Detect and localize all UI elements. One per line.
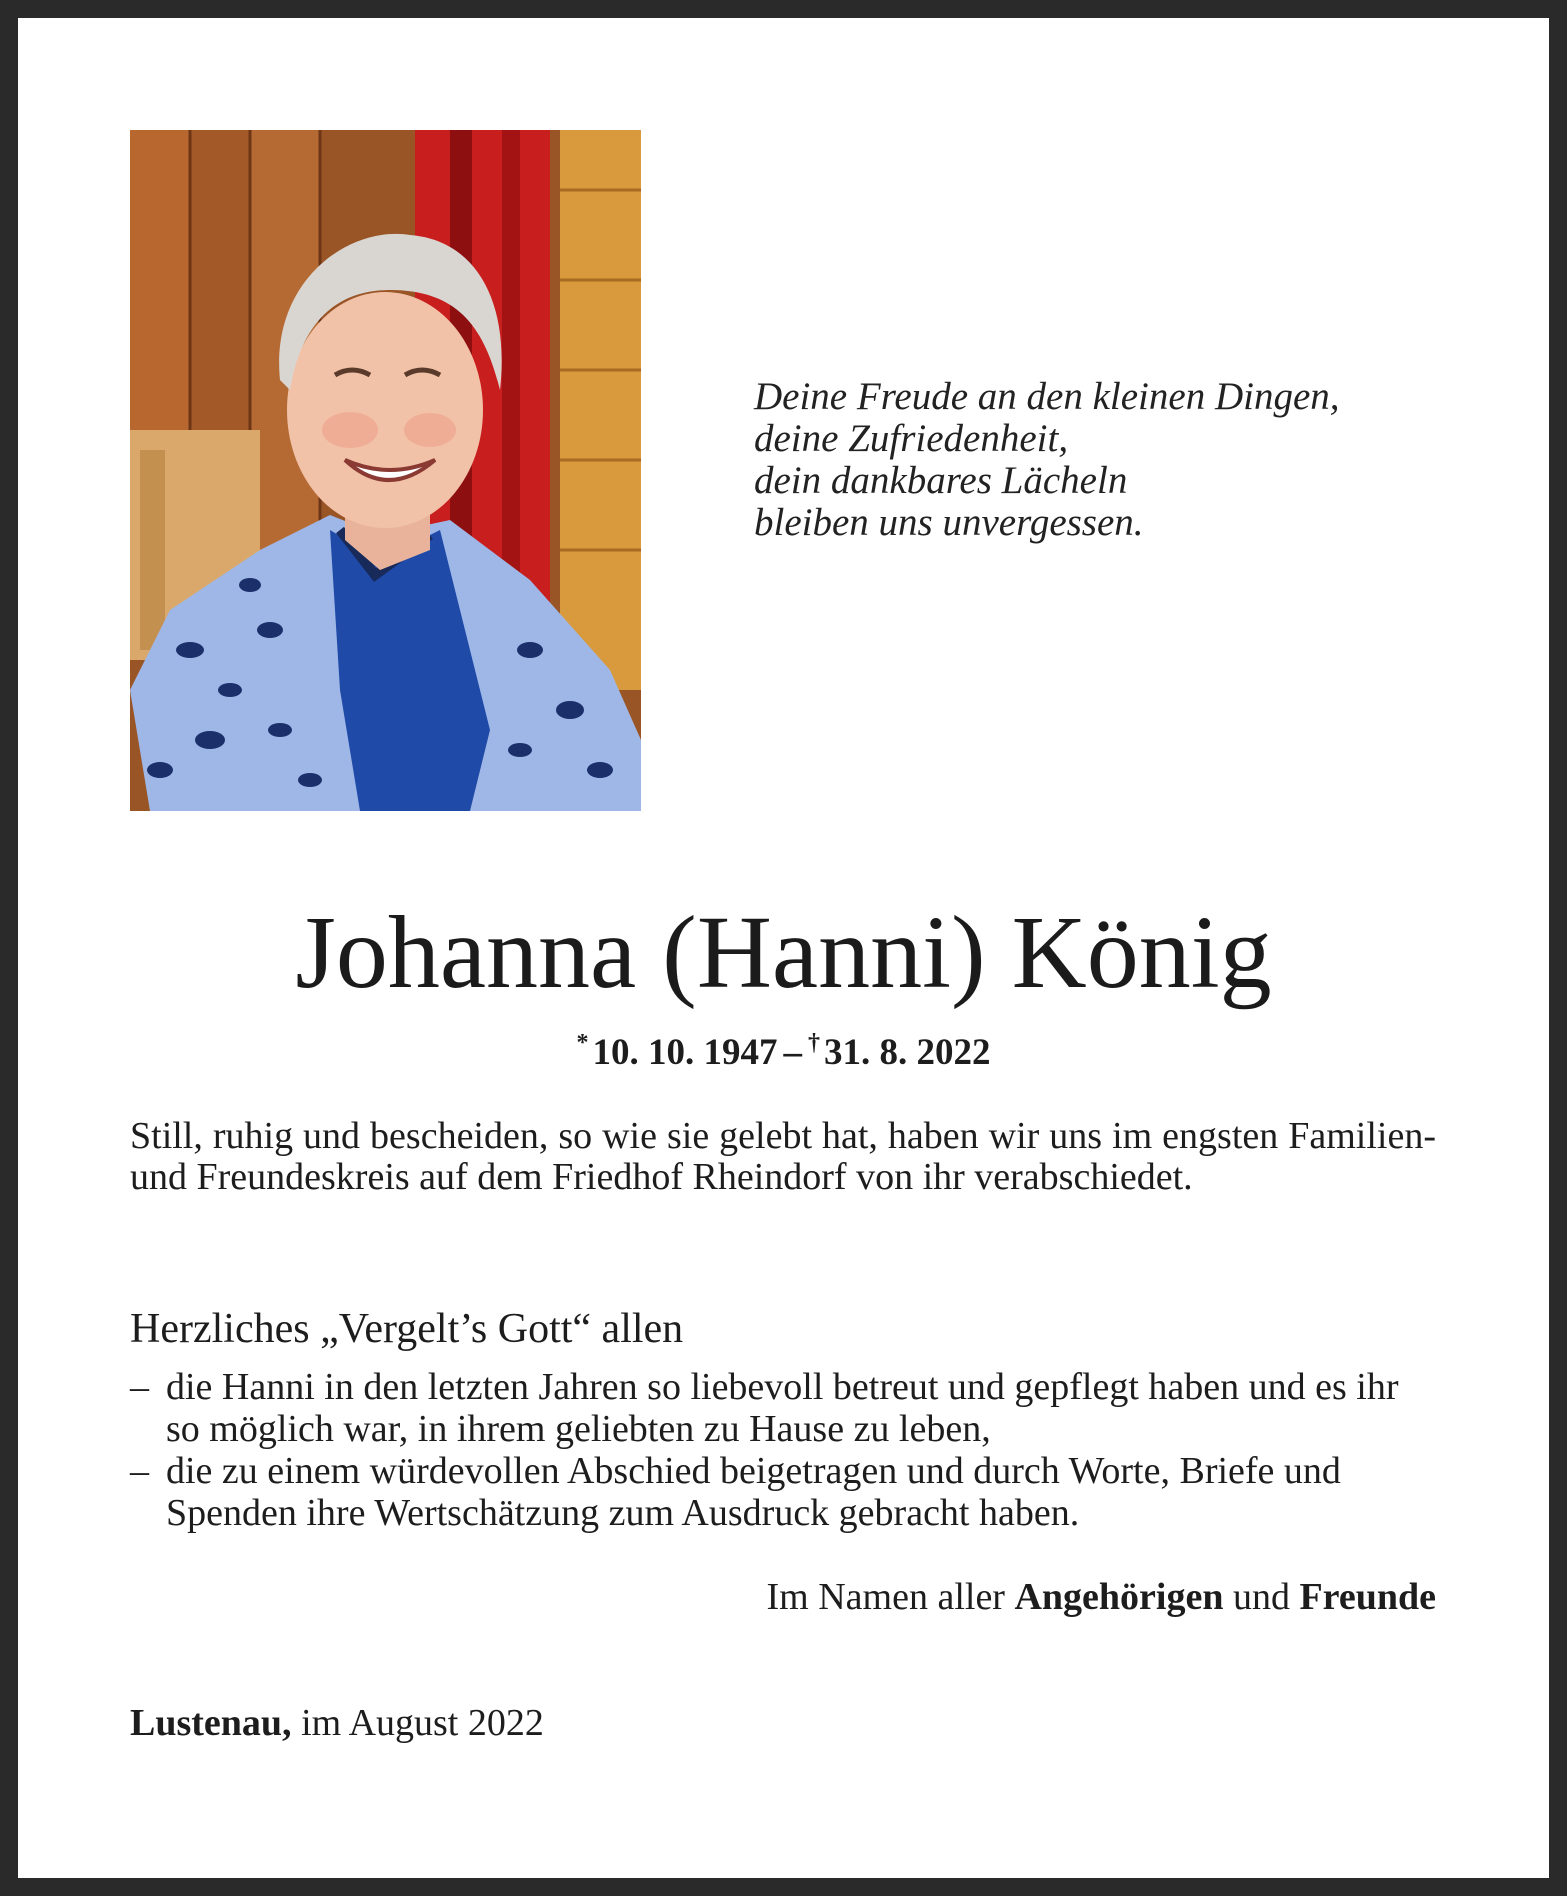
thanks-list [130, 1366, 1436, 1534]
verse-line: deine Zufriedenheit, [754, 417, 1069, 460]
life-dates [18, 1023, 1549, 1073]
birth-date: 10. 10. 1947 [592, 1032, 778, 1073]
memorial-verse [754, 376, 1394, 544]
dash-bullet: – [130, 1366, 149, 1408]
list-item [130, 1366, 1436, 1450]
verse-line: Deine Freude an den kleinen Dingen, [754, 375, 1340, 418]
verse-line: bleiben uns unvergessen. [754, 501, 1144, 544]
signoff-prefix: Im Namen aller [766, 1576, 1005, 1618]
death-date: 31. 8. 2022 [824, 1032, 991, 1073]
thanks-heading: Herzliches „Vergelt’s Gott“ allen [130, 1306, 684, 1352]
death-cross-icon: † [808, 1030, 820, 1056]
verse-line: dein dankbares Lächeln [754, 459, 1128, 502]
list-item [130, 1450, 1436, 1534]
dash-bullet: – [130, 1450, 149, 1492]
thanks-item-text: die zu einem würdevollen Abschied beigetragen und durch Worte, Briefe und Spenden ihre Wertschätzung zum Ausdruck gebracht haben. [166, 1450, 1341, 1534]
deceased-name: Johanna (Hanni) König [295, 895, 1272, 1010]
place-date: im August 2022 [301, 1702, 544, 1744]
signoff-friends: Freunde [1299, 1576, 1436, 1618]
portrait-illustration [130, 130, 641, 811]
farewell-paragraph: Still, ruhig und bescheiden, so wie sie gelebt hat, haben wir uns im engsten Familien- und Freundeskreis auf dem Friedhof Rheindorf von ihr verabschiedet. [130, 1115, 1436, 1198]
date-separator: – [783, 1032, 802, 1073]
obituary-card [18, 18, 1549, 1878]
place-and-date [130, 1702, 930, 1744]
thanks-item-text: die Hanni in den letzten Jahren so liebevoll betreut und gepflegt haben und es ihr so möglich war, in ihrem geliebten zu Hause zu leben, [166, 1366, 1399, 1450]
signoff-relatives: Angehörigen [1014, 1576, 1224, 1618]
signoff-connector: und [1232, 1576, 1290, 1618]
birth-star-icon: * [576, 1030, 589, 1056]
place-town: Lustenau, [130, 1702, 292, 1744]
portrait-photo [130, 130, 641, 811]
signoff [130, 1576, 1436, 1618]
